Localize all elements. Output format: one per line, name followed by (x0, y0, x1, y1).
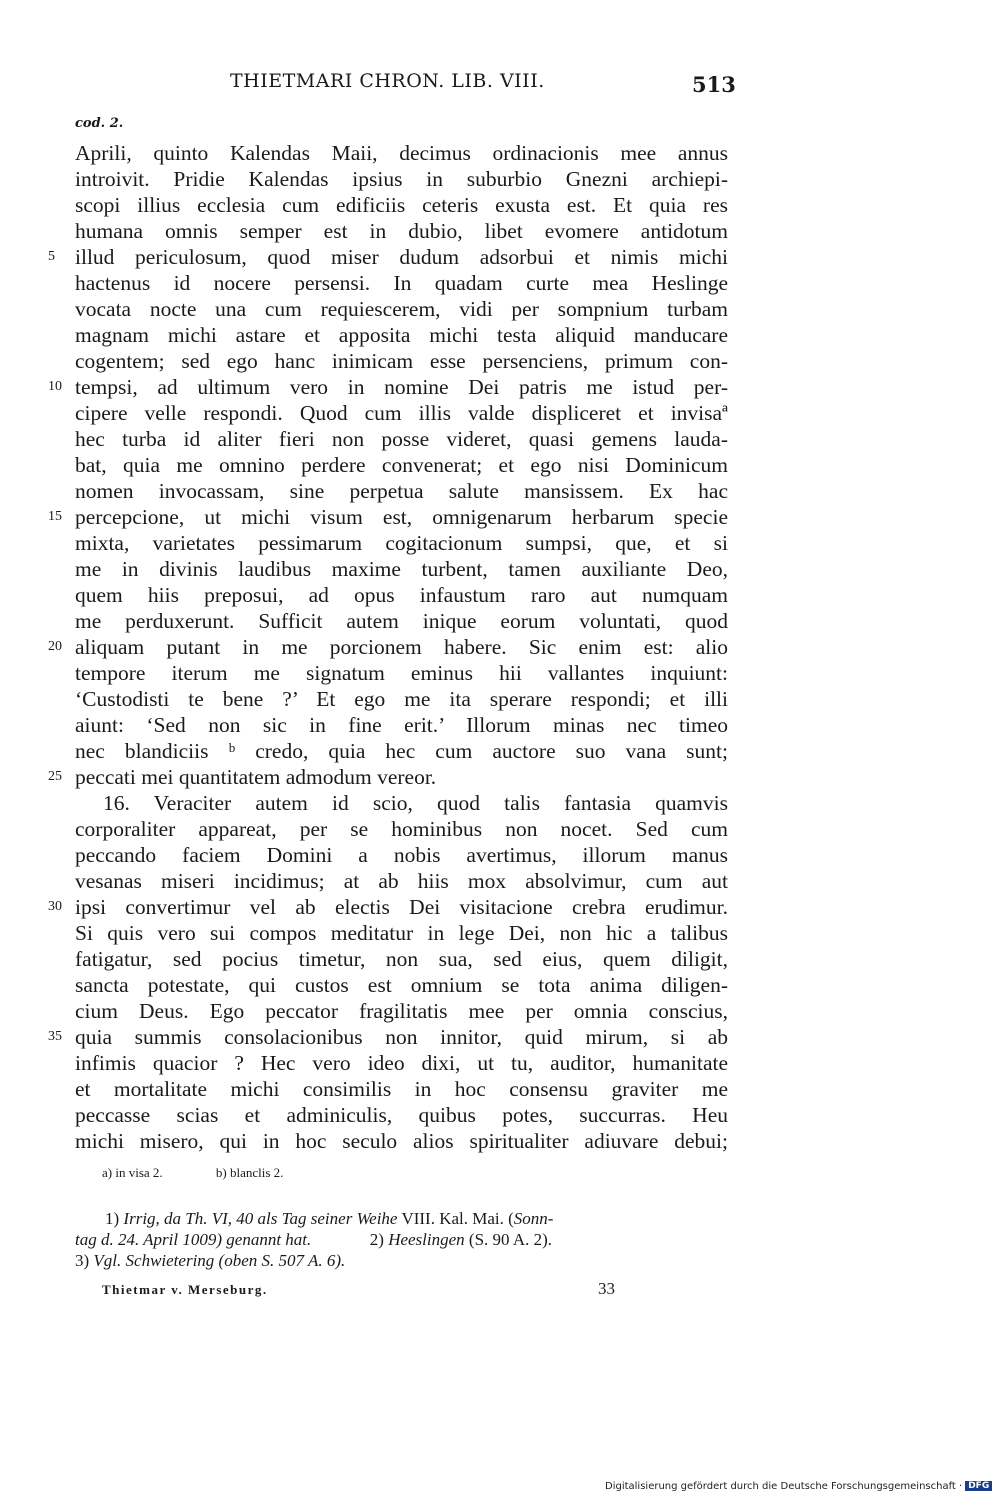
line-number: 5 (48, 249, 55, 264)
text-line: tempsi, ad ultimum vero in nomine Dei patris me istud per- (75, 375, 728, 399)
text-line: tempore iterum me signatum eminus hii vallantes inquiunt: (75, 661, 728, 685)
text-line: vesanas miseri incidimus; at ab hiis mox absolvimur, cum aut (75, 869, 728, 893)
critical-apparatus (102, 1165, 333, 1181)
signature-number: 33 (598, 1279, 615, 1298)
text-line: vocata nocte una cum requiescerem, vidi per sompnium turbam (75, 297, 728, 321)
text-line: percepcione, ut michi visum est, omnigenarum herbarum specie (75, 505, 728, 529)
text-line: hactenus id nocere persensi. In quadam curte mea Heslinge (75, 271, 728, 295)
text-line: cipere velle respondi. Quod cum illis valde displiceret et invisaª (75, 401, 728, 425)
text-line: cogentem; sed ego hanc inimicam esse persenciens, primum con- (75, 349, 728, 373)
text-line: nec blandiciis ᵇ credo, quia hec cum auctore suo vana sunt; (75, 739, 728, 763)
text-line: Si quis vero sui compos meditatur in lege Dei, non hic a talibus (75, 921, 728, 945)
text-line: quem hiis preposui, ad opus infaustum raro aut numquam (75, 583, 728, 607)
footnote-text: Irrig, da Th. VI, 40 als Tag seiner Weihe (123, 1209, 398, 1228)
text-line: illud periculosum, quod miser dudum adsorbui et nimis michi (75, 245, 728, 269)
footnote-number: 1) (105, 1209, 120, 1228)
text-line: aiunt: ‘Sed non sic in fine erit.’ Illorum minas nec timeo (75, 713, 728, 737)
text-line: humana omnis semper est in dubio, libet evomere antidotum (75, 219, 728, 243)
line-number: 15 (48, 509, 62, 524)
text-line: sancta potestate, qui custos est omnium se tota anima diligen- (75, 973, 728, 997)
critical-note-b: b) blanclis 2. (215, 1165, 284, 1180)
text-line: fatigatur, sed pocius timetur, non sua, sed eius, quem diligit, (75, 947, 728, 971)
text-line: michi misero, qui in hoc seculo alios spiritualiter adiuvare debui; (75, 1129, 728, 1153)
line-number: 10 (48, 379, 62, 394)
critical-note-a: a) in visa 2. (102, 1165, 163, 1180)
footnote-text: (S. 90 A. 2). (468, 1230, 553, 1249)
funding-text: Digitalisierung gefördert durch die Deutsche Forschungsgemeinschaft · (605, 1481, 963, 1492)
text-line: me perduxerunt. Sufficit autem inique eorum voluntati, quod (75, 609, 728, 633)
text-line: peccati mei quantitatem admodum vereor. (75, 765, 437, 789)
text-line: peccasse scias et adminiculis, quibus potes, succurras. Heu (75, 1103, 728, 1127)
text-line: 16. Veraciter autem id scio, quod talis fantasia quamvis (103, 791, 728, 815)
footnote-line (75, 1229, 728, 1250)
text-line: cium Deus. Ego peccator fragilitatis mee per omnia conscius, (75, 999, 728, 1023)
text-line: et mortalitate michi consimilis in hoc consensu graviter me (75, 1077, 728, 1101)
text-line: hec turba id aliter fieri non posse videret, quasi gemens lauda- (75, 427, 728, 451)
line-number: 35 (48, 1029, 62, 1044)
funding-notice (605, 1481, 992, 1492)
page-number: 513 (692, 72, 736, 97)
line-number: 25 (48, 769, 62, 784)
text-line: quia summis consolacionibus non innitor, quid mirum, si ab (75, 1025, 728, 1049)
text-line: magnam michi astare et apposita michi testa aliquid manducare (75, 323, 728, 347)
footnote-line (75, 1250, 728, 1271)
text-line: bat, quia me omnino perdere convenerat; et ego nisi Dominicum (75, 453, 728, 477)
line-number: 30 (48, 899, 62, 914)
footnote-text: Sonn- (513, 1209, 554, 1228)
text-line: ‘Custodisti te bene ?’ Et ego me ita sperare respondi; et illi (75, 687, 728, 711)
dfg-logo: DFG (965, 1481, 992, 1491)
running-head: THIETMARI CHRON. LIB. VIII. (230, 70, 545, 92)
codex-note: cod. 2. (75, 116, 124, 131)
text-line: mixta, varietates pessimarum cogitacionum sumpsi, que, et si (75, 531, 728, 555)
text-line: peccando faciem Domini a nobis avertimus, illorum manus (75, 843, 728, 867)
footnote-number: 2) (369, 1230, 384, 1249)
footnote-number: 3) (75, 1251, 90, 1270)
text-line: scopi illius ecclesia cum edificiis ceteris exusta est. Et quia res (75, 193, 728, 217)
footnote-text: Vgl. Schwietering (oben S. 507 A. 6). (93, 1251, 346, 1270)
text-line: ipsi convertimur vel ab electis Dei visitacione crebra erudimur. (75, 895, 728, 919)
text-line: corporaliter appareat, per se hominibus non nocet. Sed cum (75, 817, 728, 841)
line-number: 20 (48, 639, 62, 654)
text-line: nomen invocassam, sine perpetua salute mansissem. Ex hac (75, 479, 728, 503)
signature-line: Thietmar v. Merseburg. (102, 1282, 268, 1297)
footnote-text: VIII. Kal. Mai. ( (401, 1209, 514, 1228)
footnote-text: tag d. 24. April 1009) genannt hat. (75, 1230, 312, 1249)
text-line: infimis quacior ? Hec vero ideo dixi, ut tu, auditor, humanitate (75, 1051, 728, 1075)
footnote-text: Heeslingen (388, 1230, 465, 1249)
text-line: aliquam putant in me porcionem habere. Sic enim est: alio (75, 635, 728, 659)
text-line: Aprili, quinto Kalendas Maii, decimus ordinacionis mee annus (75, 141, 728, 165)
footnote-line (75, 1208, 728, 1229)
text-line: introivit. Pridie Kalendas ipsius in suburbio Gnezni archiepi- (75, 167, 728, 191)
text-line: me in divinis laudibus maxime turbent, tamen auxiliante Deo, (75, 557, 728, 581)
